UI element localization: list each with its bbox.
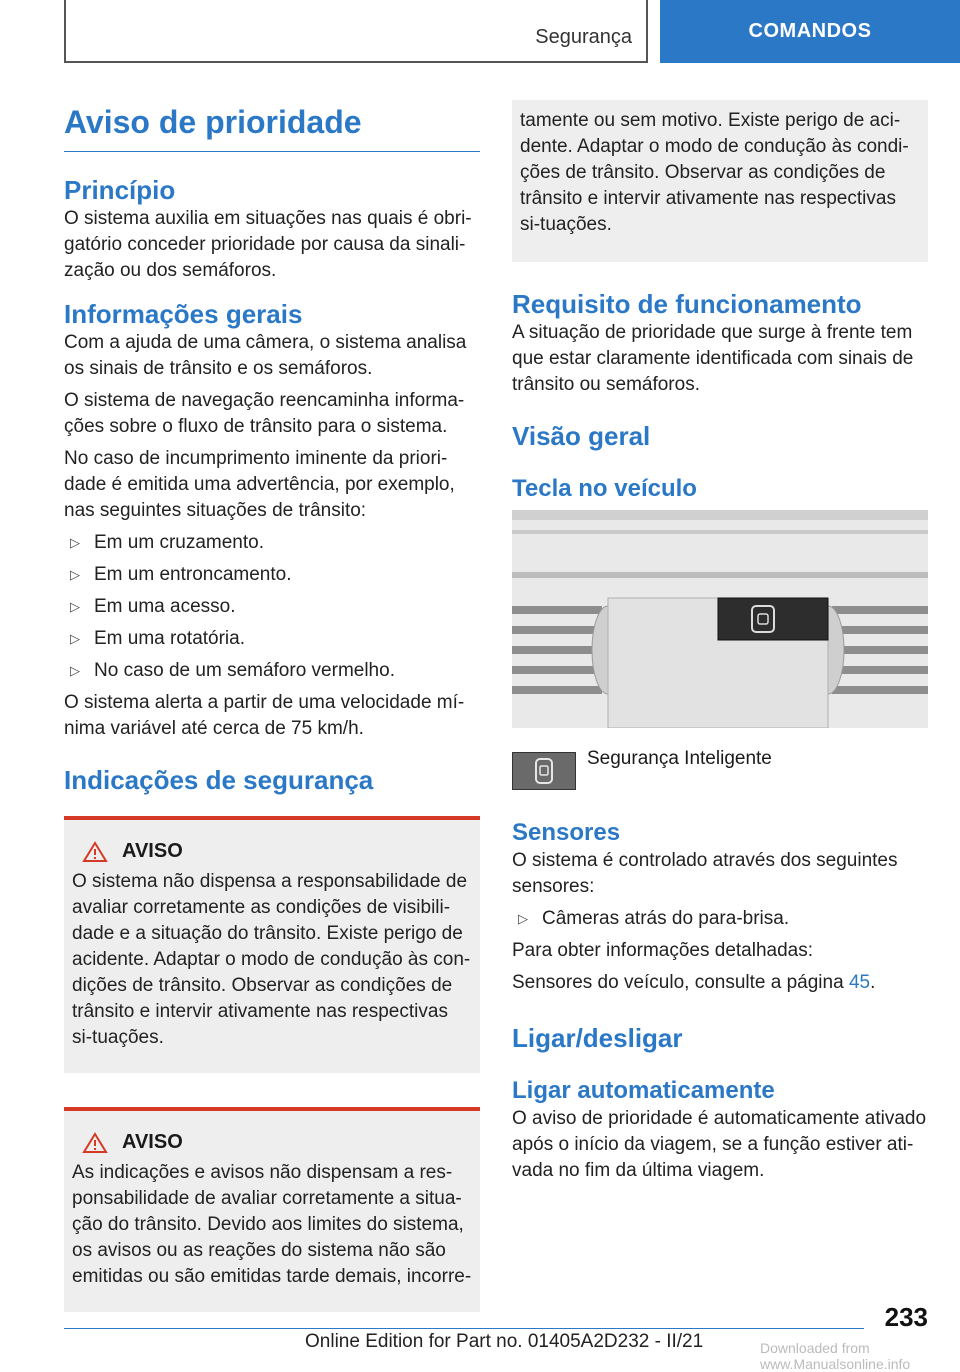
heading-ligar-desligar: Ligar/desligar	[512, 1023, 683, 1053]
list-item: ▷ Em uma rotatória.	[64, 626, 480, 652]
footer-edition: Online Edition for Part no. 01405A2D232 - II/21	[305, 1331, 704, 1352]
warning-text: O sistema não dispensa a responsabilidade de avaliar corretamente as condições de visibili-dade e a situação do trânsito. Existe perigo de acidente. Adaptar o modo de condução às con-dições de trânsito. Observar as condições de trânsito e intervir ativamente nas respectivas si-tuações.	[72, 871, 471, 1048]
list-item: ▷ Em uma acesso.	[64, 594, 480, 620]
list-item: ▷ Em um cruzamento.	[64, 530, 480, 556]
car-safety-icon	[513, 753, 575, 789]
gerais-p4: O sistema alerta a partir de uma velocidade mí-nima variável até cerca de 75 km/h.	[64, 692, 465, 739]
warning-triangle-icon	[82, 1132, 108, 1154]
list-item: ▷ Câmeras atrás do para-brisa.	[512, 906, 928, 932]
warning-box-2	[64, 1107, 480, 1312]
gerais-p3: No caso de incumprimento iminente da priori-dade é emitida uma advertência, por exemplo, nas seguintes situações de trânsito:	[64, 448, 455, 521]
page-reference-link[interactable]: 45	[848, 972, 871, 993]
footer-rule	[64, 1328, 864, 1329]
triangle-bullet-icon: ▷	[518, 911, 528, 926]
situation-list	[64, 530, 480, 684]
gerais-p1: Com a ajuda de uma câmera, o sistema analisa os sinais de trânsito e os semáforos.	[64, 332, 467, 379]
vehicle-button-photo	[512, 510, 928, 728]
dashboard-illustration	[512, 510, 928, 728]
right-column	[512, 100, 928, 504]
principio-text: O sistema auxilia em situações nas quais é obri-gatório conceder prioridade por causa da sinali-zação ou dos semáforos.	[64, 208, 472, 281]
header-chapter-tab: COMANDOS	[660, 0, 960, 63]
warning-title: AVISO	[122, 840, 183, 862]
sensores-p2: Para obter informações detalhadas:	[512, 940, 814, 961]
warning-box-1	[64, 816, 480, 1073]
triangle-bullet-icon: ▷	[70, 631, 80, 646]
footer-watermark: Downloaded from www.Manualsonline.info	[760, 1340, 911, 1372]
heading-ligar-automaticamente: Ligar automaticamente	[512, 1077, 775, 1104]
sensores-p3: Sensores do veículo, consulte a página 45.	[512, 972, 876, 993]
sensores-p1: O sistema é controlado através dos seguintes sensores:	[512, 850, 898, 897]
button-caption: Segurança Inteligente	[587, 748, 772, 769]
gerais-p2: O sistema de navegação reencaminha informa-ções sobre o fluxo de trânsito para o sistema.	[64, 390, 465, 437]
heading-informacoes-gerais: Informações gerais	[64, 299, 303, 329]
warning-text-continued: tamente ou sem motivo. Existe perigo de aci-dente. Adaptar o modo de condução às condi-ções de trânsito. Observar as condições de trânsito e intervir ativamente nas respectivas si-tuações.	[520, 110, 909, 235]
warning-triangle-icon	[82, 841, 108, 863]
header-frame	[64, 0, 648, 63]
right-column-lower	[512, 818, 928, 1184]
heading-seguranca: Indicações de segurança	[64, 765, 374, 795]
triangle-bullet-icon: ▷	[70, 663, 80, 678]
page-title: Aviso de prioridade	[64, 96, 480, 152]
intelligent-safety-button-thumbnail	[512, 752, 576, 790]
sensor-list	[512, 906, 928, 932]
heading-tecla-no-veiculo: Tecla no veículo	[512, 475, 697, 502]
heading-visao-geral: Visão geral	[512, 421, 651, 451]
left-column	[64, 96, 480, 1312]
triangle-bullet-icon: ▷	[70, 535, 80, 550]
warning-title: AVISO	[122, 1131, 183, 1153]
requisito-text: A situação de prioridade que surge à frente tem que estar claramente identificada com sinais de trânsito ou semáforos.	[512, 322, 914, 395]
heading-requisito: Requisito de funcionamento	[512, 289, 862, 319]
page-number: 233	[884, 1302, 928, 1332]
list-item: ▷ Em um entroncamento.	[64, 562, 480, 588]
heading-sensores: Sensores	[512, 819, 621, 846]
warning-box-2-continued	[512, 100, 928, 262]
warning-text: As indicações e avisos não dispensam a res-ponsabilidade de avaliar corretamente a situa-ção do trânsito. Devido aos limites do sistema, os avisos ou as reações do sistema não são emitidas ou são emitidas tarde demais, incorre-	[72, 1162, 472, 1287]
triangle-bullet-icon: ▷	[70, 567, 80, 582]
list-item: ▷ No caso de um semáforo vermelho.	[64, 658, 480, 684]
triangle-bullet-icon: ▷	[70, 599, 80, 614]
header-section: Segurança	[535, 26, 632, 48]
heading-principio: Princípio	[64, 175, 176, 205]
ligar-text: O aviso de prioridade é automaticamente ativado após o início da viagem, se a função estiver ati-vada no fim da última viagem.	[512, 1108, 927, 1181]
